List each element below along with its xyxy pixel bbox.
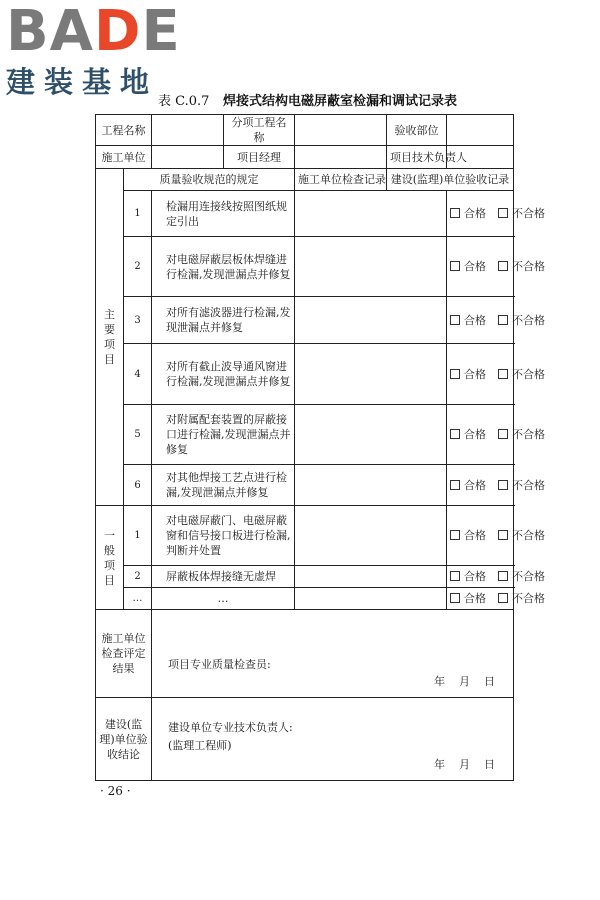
- item-number: 5: [124, 405, 152, 465]
- quality-inspector-label: 项目专业质量检查员:: [168, 658, 271, 671]
- header-row-1: [96, 115, 514, 146]
- item-number: 2: [124, 566, 152, 588]
- page-number: · 26 ·: [100, 784, 131, 798]
- construction-result-date: 年 月 日: [434, 675, 495, 688]
- acceptance-check-cell: 合格 不合格: [447, 297, 514, 344]
- fail-checkbox[interactable]: [498, 429, 508, 439]
- acceptance-check-cell: 合格 不合格: [447, 237, 514, 297]
- logo-mark: BADE: [6, 0, 181, 64]
- form-title-number: 表 C.0.7: [158, 94, 210, 109]
- construction-unit-label: 施工单位: [96, 146, 152, 169]
- project-manager-label: 项目经理: [224, 146, 295, 169]
- pass-checkbox[interactable]: [450, 480, 460, 490]
- sub-project-label: 分项工程名称: [224, 115, 295, 146]
- construction-check-cell[interactable]: [295, 405, 447, 465]
- fail-checkbox[interactable]: [498, 593, 508, 603]
- construction-check-cell[interactable]: [295, 237, 447, 297]
- construction-check-cell[interactable]: [295, 465, 447, 506]
- supervision-result-label: 建设(监理)单位验收结论: [96, 698, 152, 781]
- form-title: [158, 90, 457, 109]
- construction-check-cell[interactable]: [295, 566, 447, 588]
- logo: [6, 0, 181, 101]
- table-row: [96, 588, 514, 610]
- supervision-result-cell[interactable]: [152, 698, 514, 781]
- table-row: [96, 191, 514, 237]
- tech-lead-label: 项目技术负责人: [387, 146, 447, 169]
- project-name-label: 工程名称: [96, 115, 152, 146]
- header-row-2: [96, 146, 514, 169]
- item-description: 对电磁屏蔽层板体焊缝进行检漏,发现泄漏点并修复: [152, 237, 295, 297]
- acceptance-check-cell: 合格 不合格: [447, 506, 514, 566]
- supervision-engineer-label: (监理工程师): [168, 739, 232, 752]
- item-description: 对附属配套装置的屏蔽接口进行检漏,发现泄漏点并修复: [152, 405, 295, 465]
- construction-check-cell[interactable]: [295, 344, 447, 405]
- fail-checkbox[interactable]: [498, 208, 508, 218]
- construction-check-cell[interactable]: [295, 588, 447, 610]
- acceptance-part-label: 验收部位: [387, 115, 447, 146]
- item-number: …: [124, 588, 152, 610]
- item-description: 对其他焊接工艺点进行检漏,发现泄漏点并修复: [152, 465, 295, 506]
- fail-checkbox[interactable]: [498, 571, 508, 581]
- form-title-text: 焊接式结构电磁屏蔽室检漏和调试记录表: [223, 94, 458, 109]
- item-description: …: [152, 588, 295, 610]
- table-row: [96, 344, 514, 405]
- acceptance-check-cell: 合格 不合格: [447, 344, 514, 405]
- table-row: [96, 405, 514, 465]
- item-description: 屏蔽板体焊接缝无虚焊: [152, 566, 295, 588]
- pass-checkbox[interactable]: [450, 593, 460, 603]
- construction-check-column-header: 施工单位检查记录: [295, 169, 387, 191]
- acceptance-check-cell: 合格 不合格: [447, 588, 514, 610]
- pass-checkbox[interactable]: [450, 369, 460, 379]
- fail-checkbox[interactable]: [498, 261, 508, 271]
- construction-result-label: 施工单位检查评定结果: [96, 610, 152, 698]
- supervision-result-row: [96, 698, 514, 781]
- item-number: 2: [124, 237, 152, 297]
- acceptance-part-value[interactable]: [447, 115, 514, 146]
- item-number: 1: [124, 506, 152, 566]
- item-number: 4: [124, 344, 152, 405]
- construction-check-cell[interactable]: [295, 191, 447, 237]
- pass-checkbox[interactable]: [450, 530, 460, 540]
- pass-checkbox[interactable]: [450, 315, 460, 325]
- record-form: [95, 114, 545, 781]
- table-row: [96, 566, 514, 588]
- logo-subtitle: 建装基地: [6, 65, 159, 99]
- table-row: [96, 506, 514, 566]
- item-description: 检漏用连接线按照图纸规定引出: [152, 191, 295, 237]
- fail-checkbox[interactable]: [498, 480, 508, 490]
- acceptance-check-cell: 合格 不合格: [447, 566, 514, 588]
- pass-checkbox[interactable]: [450, 208, 460, 218]
- general-items-label: 一般项目: [96, 506, 124, 610]
- pass-checkbox[interactable]: [450, 429, 460, 439]
- pass-checkbox[interactable]: [450, 261, 460, 271]
- tech-lead-signature-label: 建设单位专业技术负责人:: [168, 721, 293, 734]
- construction-result-row: [96, 610, 514, 698]
- fail-checkbox[interactable]: [498, 315, 508, 325]
- item-description: 对所有滤波器进行检漏,发现泄漏点并修复: [152, 297, 295, 344]
- acceptance-check-cell: 合格 不合格: [447, 405, 514, 465]
- supervision-check-column-header: 建设(监理)单位验收记录: [387, 169, 514, 191]
- sub-project-value[interactable]: [295, 115, 387, 146]
- item-number: 1: [124, 191, 152, 237]
- main-items-label: 主要项目: [96, 169, 124, 506]
- pass-checkbox[interactable]: [450, 571, 460, 581]
- supervision-result-date: 年 月 日: [434, 758, 495, 771]
- item-description: 对所有截止波导通风窗进行检漏,发现泄漏点并修复: [152, 344, 295, 405]
- table-row: [96, 237, 514, 297]
- table-row: [96, 465, 514, 506]
- column-header-row: [96, 169, 514, 191]
- construction-check-cell[interactable]: [295, 297, 447, 344]
- item-description: 对电磁屏蔽门、电磁屏蔽窗和信号接口板进行检漏,判断并处置: [152, 506, 295, 566]
- acceptance-check-cell: 合格 不合格: [447, 465, 514, 506]
- construction-check-cell[interactable]: [295, 506, 447, 566]
- acceptance-check-cell: 合格 不合格: [447, 191, 514, 237]
- spec-column-header: 质量验收规范的规定: [124, 169, 295, 191]
- fail-checkbox[interactable]: [498, 369, 508, 379]
- fail-checkbox[interactable]: [498, 530, 508, 540]
- project-name-value[interactable]: [152, 115, 224, 146]
- construction-unit-value[interactable]: [152, 146, 224, 169]
- construction-result-cell[interactable]: [152, 610, 514, 698]
- table-row: [96, 297, 514, 344]
- item-number: 6: [124, 465, 152, 506]
- item-number: 3: [124, 297, 152, 344]
- project-manager-value[interactable]: [295, 146, 387, 169]
